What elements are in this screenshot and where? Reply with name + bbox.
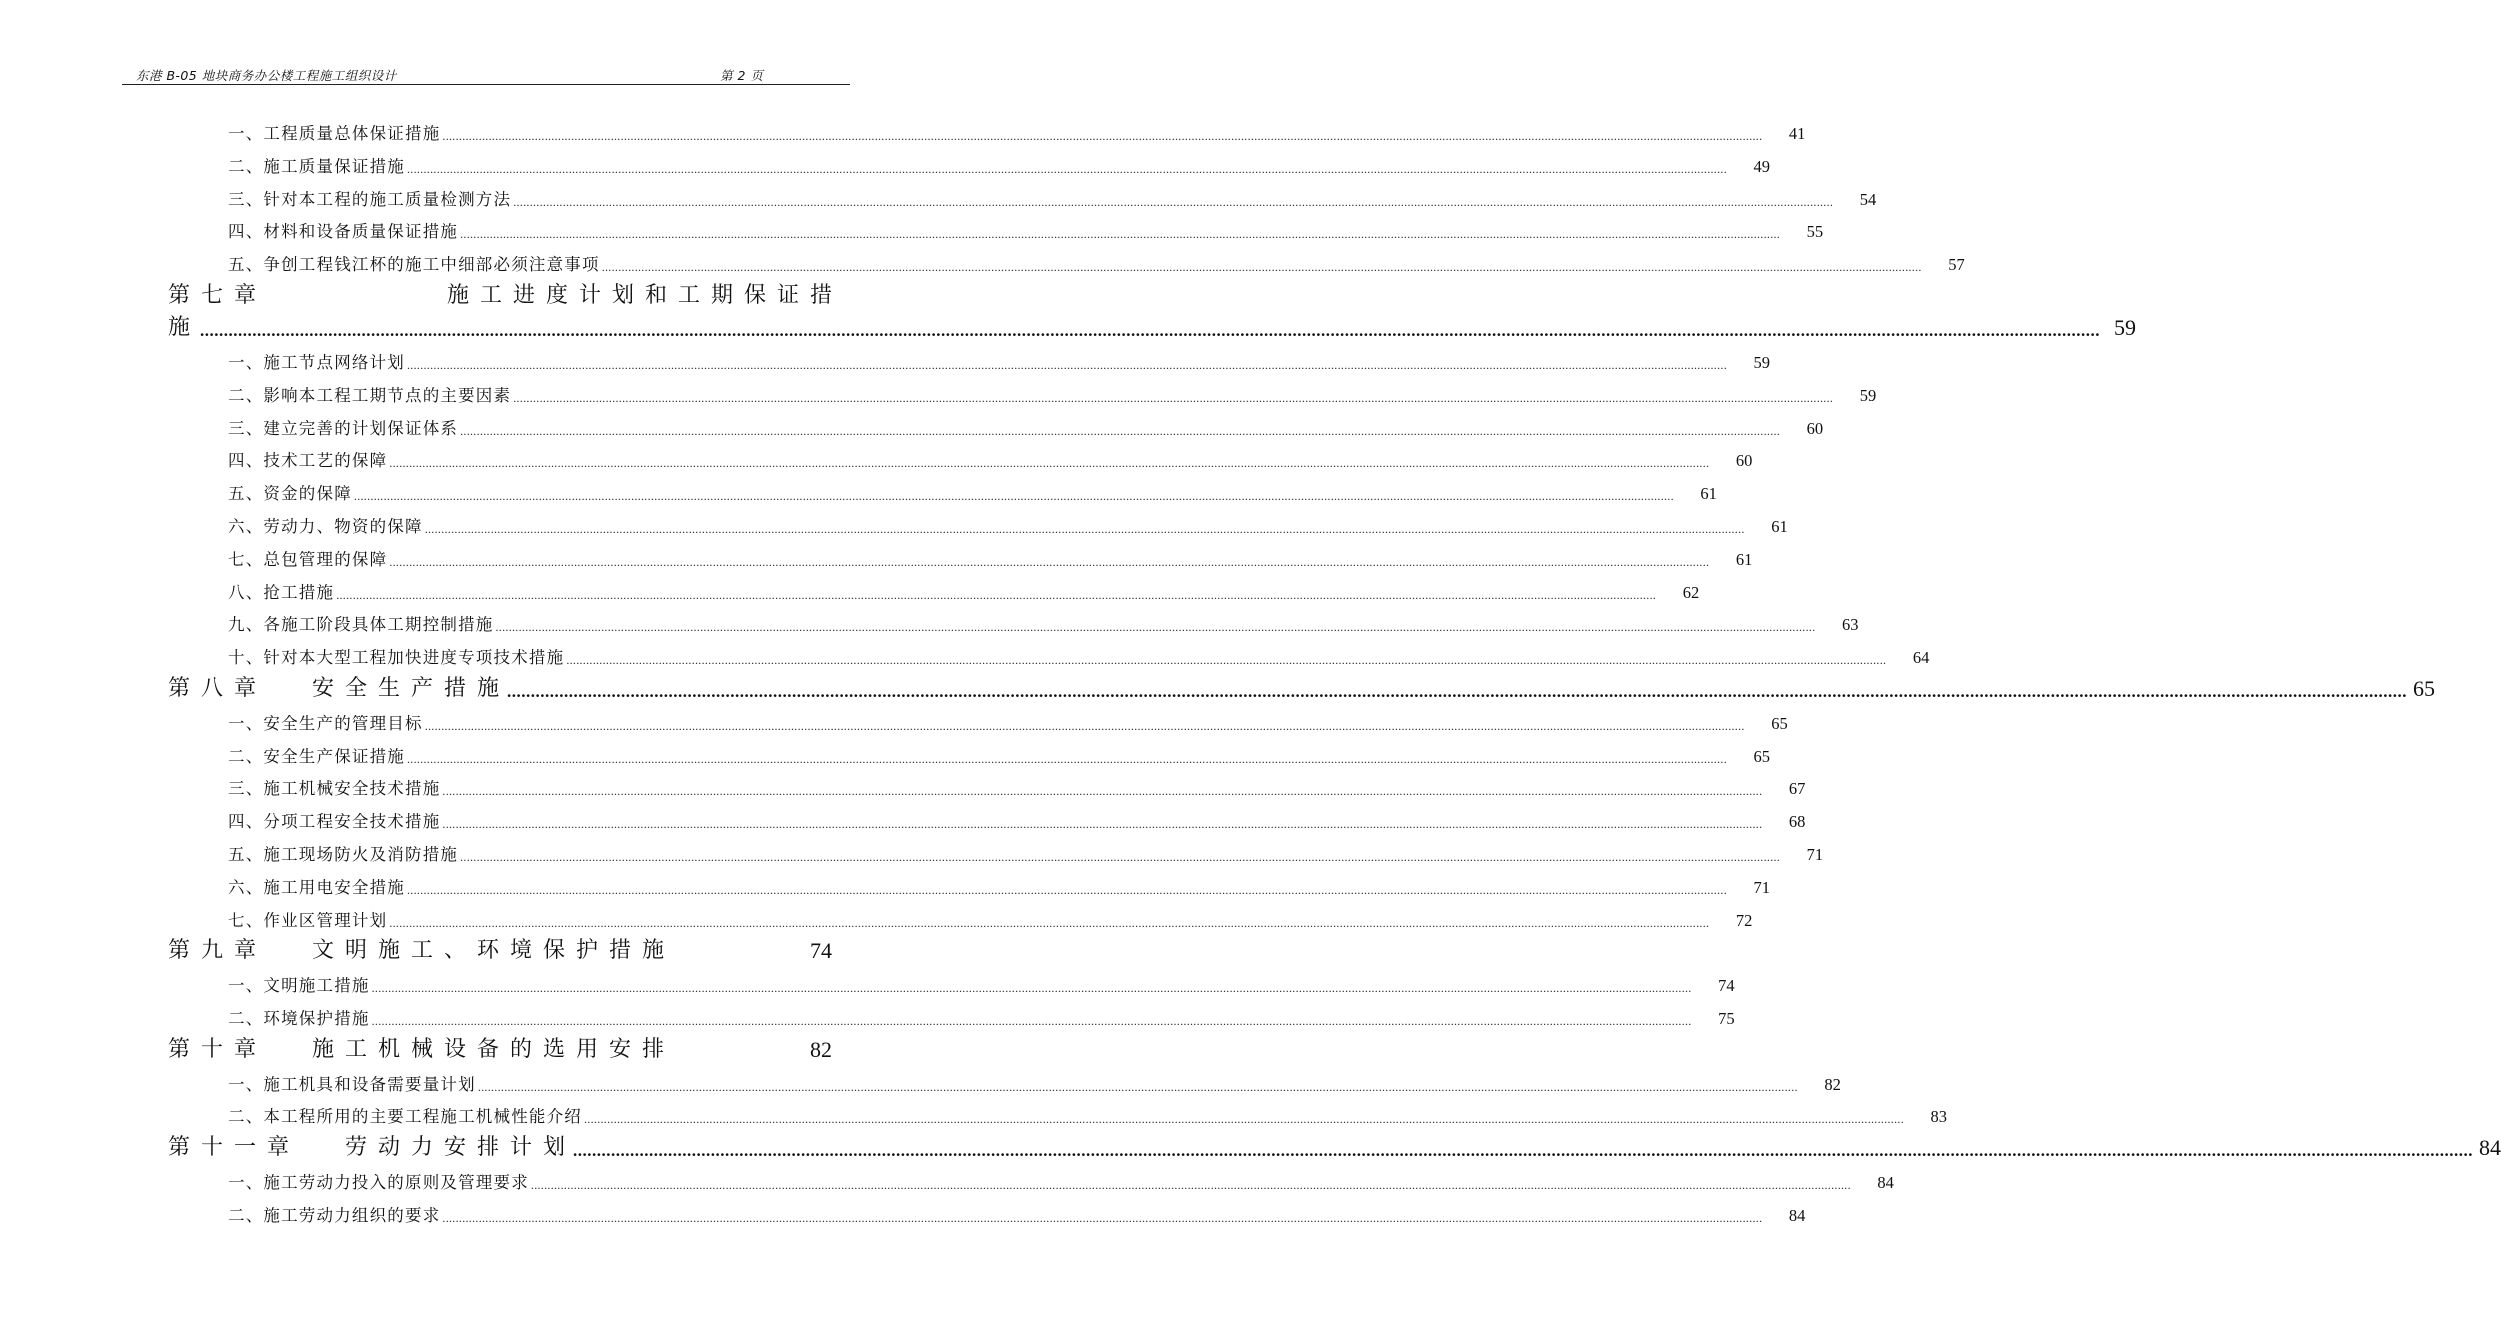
toc-entry[interactable] — [0, 409, 1824, 442]
toc-entry-title: 三、针对本工程的施工质量检测方法 — [228, 189, 512, 209]
toc-entry-title: 一、施工劳动力投入的原则及管理要求 — [228, 1172, 529, 1192]
toc-chapter-label: 第 十 一 章 — [168, 1135, 290, 1161]
toc-chapter-title: 劳 动 力 安 排 计 划 — [345, 1135, 566, 1161]
toc-entry-page: 68 — [1788, 812, 1806, 832]
toc-chapter-line-2 — [168, 310, 2137, 341]
toc-entry-line — [228, 1103, 1947, 1127]
dot-leader: ................................................................................................................................................................................................................................................................................................................................................................................................................ — [460, 227, 1781, 242]
toc-entry-title: 六、劳动力、物资的保障 — [228, 516, 423, 536]
toc-entry-line — [228, 644, 1930, 668]
toc-entry[interactable] — [0, 901, 1753, 934]
toc-entry-page: 61 — [1700, 484, 1717, 504]
dot-leader: ................................................................................................................................................................................................................................................................................................................................................................................................................ — [601, 260, 1922, 275]
toc-entry-page: 59 — [1753, 352, 1770, 372]
dot-leader: ................................................................................................................................................................................................................................................................................................................................................................................................................ — [407, 357, 1727, 372]
toc-chapter[interactable] — [0, 671, 2436, 704]
toc-entry-line — [228, 743, 1770, 767]
toc-entry-line — [228, 120, 1806, 144]
toc-entry-line — [228, 349, 1770, 373]
toc-entry-title: 一、施工机具和设备需要量计划 — [228, 1074, 476, 1094]
toc-entry-title: 二、施工劳动力组织的要求 — [228, 1205, 441, 1225]
toc-entry-page: 72 — [1735, 910, 1753, 930]
toc-entry-page: 67 — [1788, 779, 1806, 799]
toc-entry-title: 一、安全生产的管理目标 — [228, 713, 423, 733]
toc-entry-line — [228, 972, 1735, 996]
toc-entry[interactable] — [0, 540, 1753, 573]
toc-entry-line — [228, 808, 1806, 832]
toc-entry-page: 71 — [1753, 877, 1770, 897]
toc-entry[interactable] — [0, 114, 1806, 147]
dot-leader: ................................................................................................................................................................................................................................................................................................................................................................................................................ — [566, 653, 1887, 668]
toc-entry-line — [228, 710, 1788, 734]
toc-chapter-title: 文 明 施 工 、 环 境 保 护 措 施 — [312, 938, 665, 964]
toc-entry-line — [228, 480, 1717, 504]
dot-leader: ................................................................................................................................................................................................................................................................................................................................................................................................................ — [477, 1079, 1798, 1094]
toc-entry-page: 49 — [1753, 156, 1770, 176]
dot-leader: ................................................................................................................................................................................................................................................................................................................................................................................................................ — [442, 1210, 1763, 1225]
dot-leader: ................................................................................................................................................................................................................................................................................................................................................................................................................ — [507, 681, 2408, 701]
toc-entry-title: 十、针对本大型工程加快进度专项技术措施 — [228, 648, 565, 668]
toc-entry-line — [228, 218, 1824, 242]
toc-chapter-line — [168, 1130, 2501, 1161]
toc-entry-line — [228, 907, 1753, 931]
toc-entry-title: 二、本工程所用的主要工程施工机械性能介绍 — [228, 1107, 582, 1127]
toc-entry[interactable] — [0, 1065, 1841, 1098]
toc-entry-page: 63 — [1842, 615, 1859, 635]
toc-entry[interactable] — [0, 245, 1965, 278]
toc-entry[interactable] — [0, 966, 1735, 999]
toc-entry-page: 84 — [1788, 1205, 1806, 1225]
dot-leader: ................................................................................................................................................................................................................................................................................................................................................................................................................ — [200, 320, 2101, 340]
dot-leader: ................................................................................................................................................................................................................................................................................................................................................................................................................ — [442, 129, 1763, 143]
dot-leader: ................................................................................................................................................................................................................................................................................................................................................................................................................ — [407, 751, 1727, 766]
toc-entry[interactable] — [0, 605, 1859, 638]
toc-entry[interactable] — [0, 147, 1770, 180]
toc-entry-page: 82 — [1824, 1074, 1841, 1094]
toc-entry[interactable] — [0, 441, 1753, 474]
toc-entry-page: 75 — [1718, 1008, 1735, 1028]
toc-chapter-title-cont: 施 — [168, 314, 191, 340]
dot-leader: ................................................................................................................................................................................................................................................................................................................................................................................................................ — [442, 817, 1763, 832]
page-number: 第 2 页 — [720, 68, 764, 83]
toc-entry-page: 64 — [1912, 648, 1930, 668]
dot-leader: ................................................................................................................................................................................................................................................................................................................................................................................................................ — [460, 423, 1781, 438]
dot-leader: ................................................................................................................................................................................................................................................................................................................................................................................................................ — [573, 1141, 2474, 1161]
toc-entry-line — [228, 1202, 1806, 1226]
toc-entry[interactable] — [0, 1196, 1806, 1229]
toc-entry[interactable] — [0, 573, 1700, 606]
toc-entry[interactable] — [0, 376, 1877, 409]
toc-entry-title: 四、材料和设备质量保证措施 — [228, 222, 459, 242]
dot-leader: ................................................................................................................................................................................................................................................................................................................................................................................................................ — [389, 915, 1710, 930]
toc-entry-title: 二、安全生产保证措施 — [228, 746, 405, 766]
dot-leader: ................................................................................................................................................................................................................................................................................................................................................................................................................ — [371, 1013, 1692, 1028]
toc-entry-page: 61 — [1771, 516, 1788, 536]
toc-entry-line — [228, 382, 1877, 406]
toc-entry[interactable] — [0, 507, 1788, 540]
toc-entry-page: 71 — [1806, 844, 1824, 864]
toc-entry-line — [228, 841, 1824, 865]
dot-leader: ................................................................................................................................................................................................................................................................................................................................................................................................................ — [442, 784, 1763, 799]
toc-entry-page: 84 — [1877, 1172, 1894, 1192]
toc-entry-title: 五、争创工程钱江杯的施工中细部必须注意事项 — [228, 255, 600, 275]
toc-chapter-title: 施 工 机 械 设 备 的 选 用 安 排 — [312, 1036, 665, 1062]
toc-entry-page: 55 — [1806, 222, 1824, 242]
toc-entry[interactable] — [0, 737, 1770, 770]
toc-entry-line — [228, 874, 1770, 898]
toc-entry-title: 三、施工机械安全技术措施 — [228, 779, 441, 799]
toc-chapter[interactable] — [0, 1130, 2501, 1163]
toc-entry-page: 83 — [1930, 1107, 1947, 1127]
toc-entry-line — [228, 415, 1824, 439]
dot-leader: ................................................................................................................................................................................................................................................................................................................................................................................................................ — [513, 194, 1834, 209]
toc-chapter-label: 第 七 章 — [168, 282, 257, 308]
toc-entry-page: 54 — [1859, 189, 1877, 209]
toc-chapter-label: 第 八 章 — [168, 675, 257, 701]
toc-entry-title: 三、建立完善的计划保证体系 — [228, 418, 459, 438]
toc-entry[interactable] — [0, 704, 1788, 737]
toc-entry[interactable] — [0, 835, 1824, 868]
toc-entry-title: 九、各施工阶段具体工期控制措施 — [228, 615, 494, 635]
toc-entry[interactable] — [0, 769, 1806, 802]
toc-entry-title: 五、资金的保障 — [228, 484, 352, 504]
dot-leader: ................................................................................................................................................................................................................................................................................................................................................................................................................ — [584, 1112, 1904, 1127]
toc-entry[interactable] — [0, 999, 1735, 1032]
toc-entry[interactable] — [0, 180, 1877, 213]
toc-entry[interactable] — [0, 802, 1806, 835]
toc-entry[interactable] — [0, 212, 1824, 245]
toc-entry-page: 65 — [1753, 746, 1770, 766]
toc-chapter-page: 65 — [2413, 675, 2436, 701]
toc-chapter-line — [168, 671, 2436, 702]
toc-entry-line — [228, 1169, 1894, 1193]
dot-leader: ................................................................................................................................................................................................................................................................................................................................................................................................................ — [424, 718, 1745, 733]
dot-leader: ................................................................................................................................................................................................................................................................................................................................................................................................................ — [336, 587, 1657, 602]
toc-chapter-page: 84 — [2479, 1135, 2501, 1161]
toc-entry[interactable] — [0, 868, 1770, 901]
toc-chapter-line-1 — [168, 278, 832, 309]
dot-leader: ................................................................................................................................................................................................................................................................................................................................................................................................................ — [530, 1177, 1851, 1192]
toc-entry-line — [228, 1005, 1735, 1029]
toc-chapter[interactable] — [0, 1032, 950, 1065]
toc-chapter-page: 59 — [2114, 314, 2137, 340]
toc-entry[interactable] — [0, 343, 1770, 376]
toc-entry-line — [228, 579, 1700, 603]
toc-entry-title: 一、文明施工措施 — [228, 976, 370, 996]
dot-leader: ................................................................................................................................................................................................................................................................................................................................................................................................................ — [407, 882, 1727, 897]
document-title: 东港 B-05 地块商务办公楼工程施工组织设计 — [136, 68, 397, 83]
toc-entry[interactable] — [0, 1097, 1947, 1130]
toc-entry-line — [228, 611, 1859, 635]
toc-chapter-page: 82 — [810, 1036, 832, 1062]
dot-leader: ................................................................................................................................................................................................................................................................................................................................................................................................................ — [389, 456, 1710, 471]
dot-leader: ................................................................................................................................................................................................................................................................................................................................................................................................................ — [495, 620, 1816, 635]
toc-entry-page: 74 — [1718, 976, 1735, 996]
toc-entry-title: 一、工程质量总体保证措施 — [228, 124, 441, 143]
toc-chapter-title: 安 全 生 产 措 施 — [312, 675, 500, 701]
toc-chapter[interactable] — [0, 278, 2137, 343]
dot-leader: ................................................................................................................................................................................................................................................................................................................................................................................................................ — [353, 489, 1674, 504]
toc-entry-title: 七、作业区管理计划 — [228, 910, 388, 930]
toc-entry-title: 二、影响本工程工期节点的主要因素 — [228, 385, 512, 405]
toc-entry-line — [228, 447, 1753, 471]
toc-entry-title: 六、施工用电安全措施 — [228, 877, 405, 897]
toc-entry-line — [228, 513, 1788, 537]
toc-entry[interactable] — [0, 638, 1930, 671]
toc-entry-page: 65 — [1771, 713, 1788, 733]
toc-entry-line — [228, 251, 1965, 275]
toc-entry-line — [228, 775, 1806, 799]
toc-entry-title: 一、施工节点网络计划 — [228, 352, 405, 372]
dot-leader: ................................................................................................................................................................................................................................................................................................................................................................................................................ — [424, 521, 1745, 536]
toc-entry-title: 五、施工现场防火及消防措施 — [228, 844, 459, 864]
toc-entry-page: 57 — [1948, 255, 1965, 275]
toc-chapter-page: 74 — [810, 938, 832, 964]
toc-entry-line — [228, 186, 1877, 210]
dot-leader: ................................................................................................................................................................................................................................................................................................................................................................................................................ — [407, 161, 1727, 176]
toc-entry-page: 61 — [1735, 549, 1753, 569]
toc-entry-line — [228, 153, 1770, 177]
dot-leader: ................................................................................................................................................................................................................................................................................................................................................................................................................ — [371, 981, 1692, 996]
toc-entry-page: 60 — [1735, 451, 1753, 471]
toc-entry-title: 四、技术工艺的保障 — [228, 451, 388, 471]
table-of-contents — [0, 114, 2501, 1229]
toc-chapter-label: 第 十 章 — [168, 1036, 257, 1062]
toc-chapter-title: 施 工 进 度 计 划 和 工 期 保 证 措 — [446, 282, 832, 308]
toc-entry-title: 七、总包管理的保障 — [228, 549, 388, 569]
toc-entry-page: 41 — [1788, 124, 1806, 143]
toc-entry-page: 59 — [1859, 385, 1877, 405]
toc-entry-line — [228, 546, 1753, 570]
page-header — [122, 62, 850, 85]
toc-entry[interactable] — [0, 1163, 1894, 1196]
toc-chapter[interactable] — [0, 933, 950, 966]
toc-chapter-line — [168, 933, 832, 964]
dot-leader: ................................................................................................................................................................................................................................................................................................................................................................................................................ — [389, 554, 1710, 569]
toc-entry-page: 60 — [1806, 418, 1824, 438]
toc-entry-title: 二、环境保护措施 — [228, 1008, 370, 1028]
toc-entry-title: 四、分项工程安全技术措施 — [228, 812, 441, 832]
toc-chapter-line — [168, 1032, 832, 1063]
toc-chapter-label: 第 九 章 — [168, 938, 257, 964]
dot-leader: ................................................................................................................................................................................................................................................................................................................................................................................................................ — [460, 849, 1781, 864]
toc-entry-line — [228, 1071, 1841, 1095]
toc-entry-title: 二、施工质量保证措施 — [228, 156, 405, 176]
toc-entry-title: 八、抢工措施 — [228, 582, 335, 602]
toc-entry[interactable] — [0, 474, 1717, 507]
toc-entry-page: 62 — [1682, 582, 1700, 602]
dot-leader: ................................................................................................................................................................................................................................................................................................................................................................................................................ — [513, 390, 1834, 405]
